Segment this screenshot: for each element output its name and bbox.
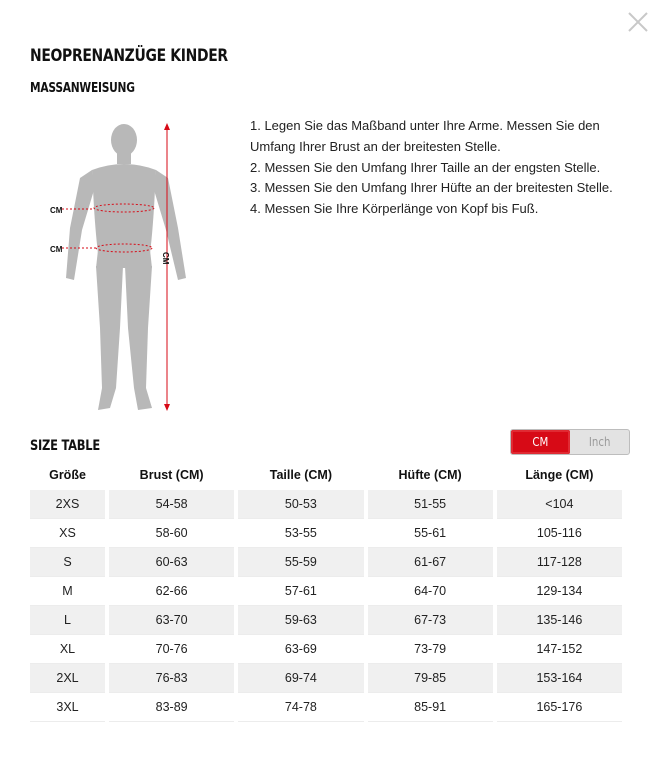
table-cell: 74-78 bbox=[238, 693, 363, 722]
table-cell: 63-70 bbox=[109, 606, 234, 635]
instruction-step-1: 1. Legen Sie das Maßband unter Ihre Arme. Messen Sie den Umfang Ihrer Brust an der breitesten Stelle. bbox=[250, 118, 600, 154]
unit-toggle[interactable] bbox=[510, 429, 630, 455]
table-row bbox=[30, 606, 622, 635]
table-cell: 54-58 bbox=[109, 490, 234, 519]
table-cell: 63-69 bbox=[238, 635, 363, 664]
table-row bbox=[30, 635, 622, 664]
table-cell: M bbox=[30, 577, 105, 606]
table-cell: 70-76 bbox=[109, 635, 234, 664]
size-table bbox=[26, 460, 626, 722]
table-cell: 165-176 bbox=[497, 693, 622, 722]
table-row bbox=[30, 693, 622, 722]
table-cell: 50-53 bbox=[238, 490, 363, 519]
section-title-measurement: MASSANWEISUNG bbox=[30, 81, 135, 96]
table-cell: XS bbox=[30, 519, 105, 548]
table-cell: 129-134 bbox=[497, 577, 622, 606]
table-cell: XL bbox=[30, 635, 105, 664]
table-row bbox=[30, 664, 622, 693]
table-cell: 58-60 bbox=[109, 519, 234, 548]
table-cell: 79-85 bbox=[368, 664, 493, 693]
chest-cm-label: CM bbox=[50, 206, 63, 215]
table-cell: 51-55 bbox=[368, 490, 493, 519]
hip-cm-label: CM bbox=[50, 245, 63, 254]
page-title: NEOPRENANZÜGE KINDER bbox=[30, 46, 228, 66]
table-cell: 105-116 bbox=[497, 519, 622, 548]
column-header-hip: Hüfte (CM) bbox=[398, 468, 462, 482]
size-table-header-row bbox=[30, 460, 622, 490]
unit-toggle-inch[interactable] bbox=[570, 430, 629, 454]
instruction-step-4: 4. Messen Sie Ihre Körperlänge von Kopf bis Fuß. bbox=[250, 201, 539, 217]
size-table-heading: SIZE TABLE bbox=[30, 438, 100, 454]
column-header-chest: Brust (CM) bbox=[139, 468, 204, 482]
body-silhouette bbox=[40, 118, 210, 418]
column-header-size: Größe bbox=[49, 468, 86, 482]
table-cell: 60-63 bbox=[109, 548, 234, 577]
table-cell: 2XL bbox=[30, 664, 105, 693]
table-cell: L bbox=[30, 606, 105, 635]
table-row bbox=[30, 577, 622, 606]
table-cell: 83-89 bbox=[109, 693, 234, 722]
table-cell: 76-83 bbox=[109, 664, 234, 693]
table-cell: S bbox=[30, 548, 105, 577]
table-row bbox=[30, 490, 622, 519]
table-cell: <104 bbox=[497, 490, 622, 519]
measurement-instructions bbox=[250, 116, 635, 220]
table-cell: 85-91 bbox=[368, 693, 493, 722]
unit-toggle-cm-label: CM bbox=[532, 435, 549, 449]
column-header-length: Länge (CM) bbox=[525, 468, 594, 482]
table-cell: 2XS bbox=[30, 490, 105, 519]
table-cell: 69-74 bbox=[238, 664, 363, 693]
instruction-step-2: 2. Messen Sie den Umfang Ihrer Taille an der engsten Stelle. bbox=[250, 159, 601, 175]
close-button[interactable] bbox=[622, 6, 654, 38]
unit-toggle-cm[interactable] bbox=[511, 430, 570, 454]
table-row bbox=[30, 548, 622, 577]
table-cell: 55-59 bbox=[238, 548, 363, 577]
close-icon[interactable] bbox=[622, 6, 654, 38]
table-cell: 73-79 bbox=[368, 635, 493, 664]
column-header-waist: Taille (CM) bbox=[269, 468, 333, 482]
table-cell: 57-61 bbox=[238, 577, 363, 606]
height-cm-label: CM bbox=[161, 252, 170, 265]
table-cell: 55-61 bbox=[368, 519, 493, 548]
table-cell: 62-66 bbox=[109, 577, 234, 606]
unit-toggle-inch-label: Inch bbox=[588, 435, 611, 449]
table-cell: 59-63 bbox=[238, 606, 363, 635]
table-cell: 117-128 bbox=[497, 548, 622, 577]
table-row bbox=[30, 519, 622, 548]
table-cell: 153-164 bbox=[497, 664, 622, 693]
table-cell: 147-152 bbox=[497, 635, 622, 664]
measurement-figure bbox=[40, 118, 210, 418]
table-cell: 135-146 bbox=[497, 606, 622, 635]
table-cell: 64-70 bbox=[368, 577, 493, 606]
table-cell: 3XL bbox=[30, 693, 105, 722]
table-cell: 53-55 bbox=[238, 519, 363, 548]
table-cell: 61-67 bbox=[368, 548, 493, 577]
instruction-step-3: 3. Messen Sie den Umfang Ihrer Hüfte an der breitesten Stelle. bbox=[250, 180, 613, 196]
table-cell: 67-73 bbox=[368, 606, 493, 635]
